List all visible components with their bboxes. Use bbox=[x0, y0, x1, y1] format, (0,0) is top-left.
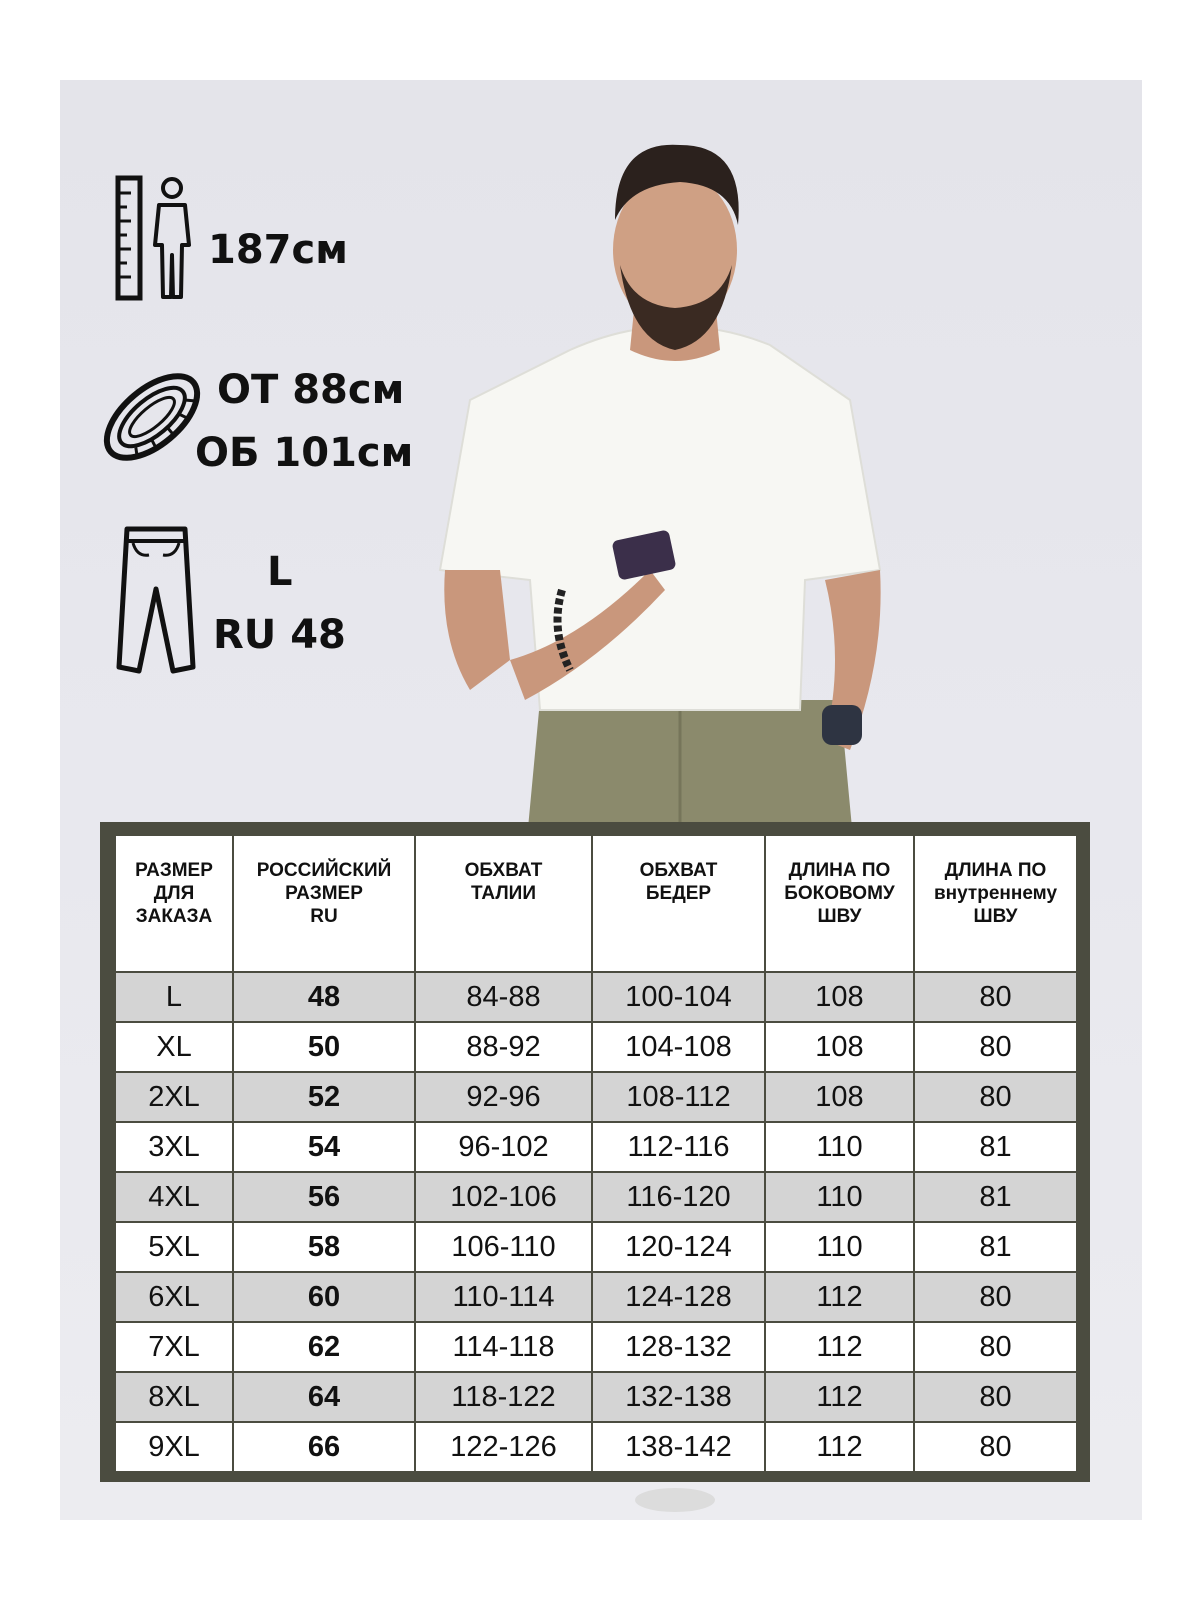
table-cell-waist: 114-118 bbox=[415, 1322, 592, 1372]
column-header-line: ДЛИНА ПО bbox=[944, 860, 1047, 881]
table-row bbox=[115, 1372, 1077, 1422]
table-cell-inseam-length: 81 bbox=[914, 1222, 1077, 1272]
measuring-tape-icon bbox=[95, 358, 210, 476]
table-cell-waist: 92-96 bbox=[415, 1072, 592, 1122]
table-cell-waist: 84-88 bbox=[415, 972, 592, 1022]
column-header-line: RU bbox=[310, 905, 338, 927]
height-stat bbox=[115, 175, 415, 305]
size-ru: RU 48 bbox=[213, 612, 346, 658]
size-letter: L bbox=[267, 549, 293, 595]
column-header-inseam-length bbox=[914, 835, 1077, 972]
table-cell-waist: 118-122 bbox=[415, 1372, 592, 1422]
table-cell-inseam-length: 80 bbox=[914, 1322, 1077, 1372]
column-header-line: ШВУ bbox=[973, 905, 1018, 927]
table-cell-inseam-length: 81 bbox=[914, 1172, 1077, 1222]
table-cell-hips: 116-120 bbox=[592, 1172, 765, 1222]
size-stat bbox=[115, 520, 415, 680]
size-table bbox=[114, 834, 1078, 1473]
column-header-line: РАЗМЕР bbox=[135, 860, 213, 881]
table-cell-hips: 100-104 bbox=[592, 972, 765, 1022]
column-header-waist bbox=[415, 835, 592, 972]
table-cell-order-size: 2XL bbox=[115, 1072, 233, 1122]
table-cell-russian-size: 54 bbox=[233, 1122, 415, 1172]
column-header-line: ДЛЯ bbox=[153, 882, 195, 904]
table-cell-waist: 122-126 bbox=[415, 1422, 592, 1472]
column-header-line: БЕДЕР bbox=[645, 882, 712, 904]
table-header-row bbox=[115, 835, 1077, 972]
table-cell-order-size: XL bbox=[115, 1022, 233, 1072]
size-table-frame bbox=[100, 822, 1090, 1482]
table-cell-waist: 110-114 bbox=[415, 1272, 592, 1322]
column-header-order-size bbox=[115, 835, 233, 972]
table-row bbox=[115, 1222, 1077, 1272]
column-header-line: ЗАКАЗА bbox=[135, 905, 213, 927]
column-header-line: ОБХВАТ bbox=[639, 860, 718, 881]
table-cell-inseam-length: 80 bbox=[914, 1372, 1077, 1422]
table-cell-russian-size: 48 bbox=[233, 972, 415, 1022]
table-cell-order-size: 5XL bbox=[115, 1222, 233, 1272]
height-value: 187см bbox=[208, 227, 348, 273]
table-cell-order-size: 8XL bbox=[115, 1372, 233, 1422]
ruler-person-icon bbox=[115, 175, 195, 303]
column-header-line: БОКОВОМУ bbox=[784, 882, 895, 904]
table-cell-hips: 108-112 bbox=[592, 1072, 765, 1122]
column-header-line: ОБХВАТ bbox=[464, 860, 543, 881]
table-cell-order-size: 7XL bbox=[115, 1322, 233, 1372]
table-cell-hips: 132-138 bbox=[592, 1372, 765, 1422]
table-cell-side-seam-length: 112 bbox=[765, 1322, 914, 1372]
table-cell-waist: 102-106 bbox=[415, 1172, 592, 1222]
table-cell-waist: 88-92 bbox=[415, 1022, 592, 1072]
product-size-card bbox=[60, 80, 1142, 1520]
table-row bbox=[115, 1422, 1077, 1472]
table-cell-side-seam-length: 108 bbox=[765, 972, 914, 1022]
table-cell-hips: 112-116 bbox=[592, 1122, 765, 1172]
column-header-line: внутреннему bbox=[933, 882, 1058, 904]
column-header-hips bbox=[592, 835, 765, 972]
table-cell-side-seam-length: 112 bbox=[765, 1422, 914, 1472]
table-cell-side-seam-length: 108 bbox=[765, 1022, 914, 1072]
table-cell-russian-size: 60 bbox=[233, 1272, 415, 1322]
table-cell-order-size: L bbox=[115, 972, 233, 1022]
table-cell-order-size: 9XL bbox=[115, 1422, 233, 1472]
table-cell-russian-size: 66 bbox=[233, 1422, 415, 1472]
column-header-line: ШВУ bbox=[817, 905, 862, 927]
table-cell-side-seam-length: 110 bbox=[765, 1172, 914, 1222]
column-header-line: ДЛИНА ПО bbox=[788, 860, 891, 881]
column-header-line: РАЗМЕР bbox=[285, 882, 363, 904]
table-cell-hips: 120-124 bbox=[592, 1222, 765, 1272]
table-row bbox=[115, 1322, 1077, 1372]
table-cell-inseam-length: 80 bbox=[914, 1022, 1077, 1072]
table-cell-hips: 124-128 bbox=[592, 1272, 765, 1322]
table-row bbox=[115, 972, 1077, 1022]
table-cell-order-size: 6XL bbox=[115, 1272, 233, 1322]
table-row bbox=[115, 1172, 1077, 1222]
table-cell-russian-size: 62 bbox=[233, 1322, 415, 1372]
table-row bbox=[115, 1072, 1077, 1122]
table-row bbox=[115, 1022, 1077, 1072]
table-cell-hips: 138-142 bbox=[592, 1422, 765, 1472]
table-cell-side-seam-length: 108 bbox=[765, 1072, 914, 1122]
table-cell-inseam-length: 80 bbox=[914, 1422, 1077, 1472]
table-cell-order-size: 3XL bbox=[115, 1122, 233, 1172]
column-header-line: ТАЛИИ bbox=[470, 882, 536, 904]
column-header-russian-size bbox=[233, 835, 415, 972]
table-body bbox=[115, 972, 1077, 1472]
chest-value: ОТ 88см bbox=[217, 367, 405, 413]
table-cell-waist: 96-102 bbox=[415, 1122, 592, 1172]
hips-value: ОБ 101см bbox=[195, 430, 414, 476]
table-cell-russian-size: 58 bbox=[233, 1222, 415, 1272]
table-cell-side-seam-length: 110 bbox=[765, 1222, 914, 1272]
table-cell-russian-size: 52 bbox=[233, 1072, 415, 1122]
table-cell-side-seam-length: 112 bbox=[765, 1272, 914, 1322]
table-row bbox=[115, 1272, 1077, 1322]
table-cell-order-size: 4XL bbox=[115, 1172, 233, 1222]
table-cell-waist: 106-110 bbox=[415, 1222, 592, 1272]
pants-icon bbox=[115, 525, 197, 675]
measurements-stat bbox=[95, 350, 425, 480]
table-cell-side-seam-length: 110 bbox=[765, 1122, 914, 1172]
column-header-side-seam-length bbox=[765, 835, 914, 972]
table-cell-inseam-length: 80 bbox=[914, 972, 1077, 1022]
table-cell-side-seam-length: 112 bbox=[765, 1372, 914, 1422]
table-cell-russian-size: 64 bbox=[233, 1372, 415, 1422]
column-header-line: РОССИЙСКИЙ bbox=[256, 860, 392, 881]
table-row bbox=[115, 1122, 1077, 1172]
table-cell-hips: 128-132 bbox=[592, 1322, 765, 1372]
table-cell-inseam-length: 80 bbox=[914, 1072, 1077, 1122]
table-cell-inseam-length: 80 bbox=[914, 1272, 1077, 1322]
table-cell-russian-size: 50 bbox=[233, 1022, 415, 1072]
table-cell-russian-size: 56 bbox=[233, 1172, 415, 1222]
table-cell-inseam-length: 81 bbox=[914, 1122, 1077, 1172]
table-cell-hips: 104-108 bbox=[592, 1022, 765, 1072]
